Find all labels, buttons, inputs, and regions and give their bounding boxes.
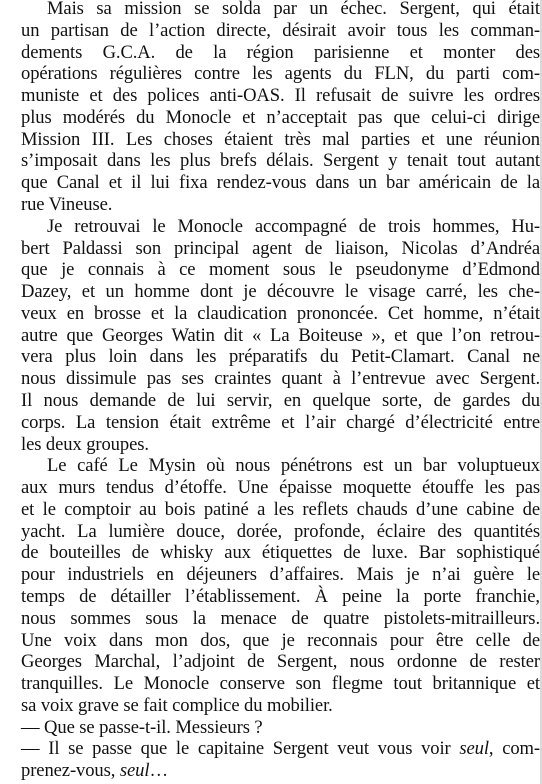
text-line: que Canal et il lui fixa rendez-vous dans un bar américain de la (21, 172, 540, 194)
text-line: aux murs tendus d’étoffe. Une épaisse moquette étouffe les pas (21, 477, 540, 499)
text-line: Il nous demande de lui servir, en quelque sorte, de gardes du (21, 390, 540, 411)
text-line: veux en brosse et la claudication prononcée. Cet homme, n’était (21, 302, 540, 324)
text-line: plus modérés du Monocle et n’acceptait pas que celui-ci dirige (21, 106, 540, 128)
text-line: corps. La tension était extrême et l’air chargé d’électricité entre (21, 411, 540, 433)
text-line: autre que Georges Watin dit « La Boiteuse », et que l’on retrou- (21, 324, 540, 346)
dialogue-line (21, 760, 540, 782)
text-line: vera plus loin dans les préparatifs du Petit-Clamart. Canal ne (21, 346, 540, 368)
text-line: Je retrouvai le Monocle accompagné de trois hommes, Hu- (47, 215, 540, 237)
dialogue-text: prenez-vous, (21, 760, 120, 782)
text-line: nous sommes sous la menace de quatre pistolets-mitrailleurs. (21, 607, 540, 629)
text-line: dements G.C.A. de la région parisienne et monter des (21, 41, 540, 63)
text-line: bert Paldassi son principal agent de liaison, Nicolas d’Andréa (21, 237, 540, 259)
text-line: tranquilles. Le Monocle conserve son flegme tout britannique et (21, 673, 540, 695)
text-line: pour industriels en déjeuners d’affaires. Mais je n’ai guère le (21, 564, 540, 586)
text-line: et le comptoir au bois patiné a les reflets chauds d’une cabine de (21, 498, 540, 520)
text-line: muniste et des polices anti-OAS. Il refusait de suivre les ordres (21, 85, 540, 107)
text-line: opérations régulières contre les agents du FLN, du parti com- (21, 63, 540, 85)
text-line: yacht. La lumière douce, dorée, profonde, éclaire des quantités (21, 520, 540, 542)
text-line: un partisan de l’action directe, désirait avoir tous les comman- (21, 19, 540, 41)
dialogue-text: , com- (488, 738, 541, 760)
text-line: Georges Marchal, l’adjoint de Sergent, nous ordonne de rester (21, 651, 540, 673)
text-line: que je connais à ce moment sous le pseudonyme d’Edmond (21, 259, 540, 281)
text-line: nous dissimule pas ses craintes quant à l’entrevue avec Sergent. (21, 368, 540, 390)
emphasis-text: seul (459, 738, 489, 760)
text-line: s’imposait dans les plus brefs délais. Sergent y tenait tout autant (21, 150, 540, 172)
text-line: Mission III. Les choses étaient très mal parties et une réunion (21, 128, 540, 150)
emphasis-text: seul (119, 760, 150, 782)
text-line: Le café Le Mysin où nous pénétrons est un bar voluptueux (47, 455, 540, 477)
dialogue-text: — Il se passe que le capitaine Sergent veut vous voir (21, 738, 460, 760)
text-line: Mais sa mission se solda par un échec. Sergent, qui était (47, 0, 540, 19)
text-line: les deux groupes. (21, 433, 149, 455)
text-line: Une voix dans mon dos, que je reconnais pour être celle de (21, 629, 540, 651)
text-line: Dazey, et un homme dont je découvre le visage carré, les che- (21, 281, 540, 303)
text-line: sa voix grave se fait complice du mobilier. (21, 694, 333, 716)
text-line: de bouteilles de whisky aux étiquettes de luxe. Bar sophistiqué (21, 542, 540, 564)
dialogue-line: — Que se passe-t-il. Messieurs ? (21, 716, 263, 738)
dialogue-text: … (149, 760, 168, 782)
text-line: temps de détailler l’établissement. À peine la porte franchie, (21, 586, 540, 607)
text-line: rue Vineuse. (21, 194, 113, 215)
dialogue-line (21, 738, 540, 760)
